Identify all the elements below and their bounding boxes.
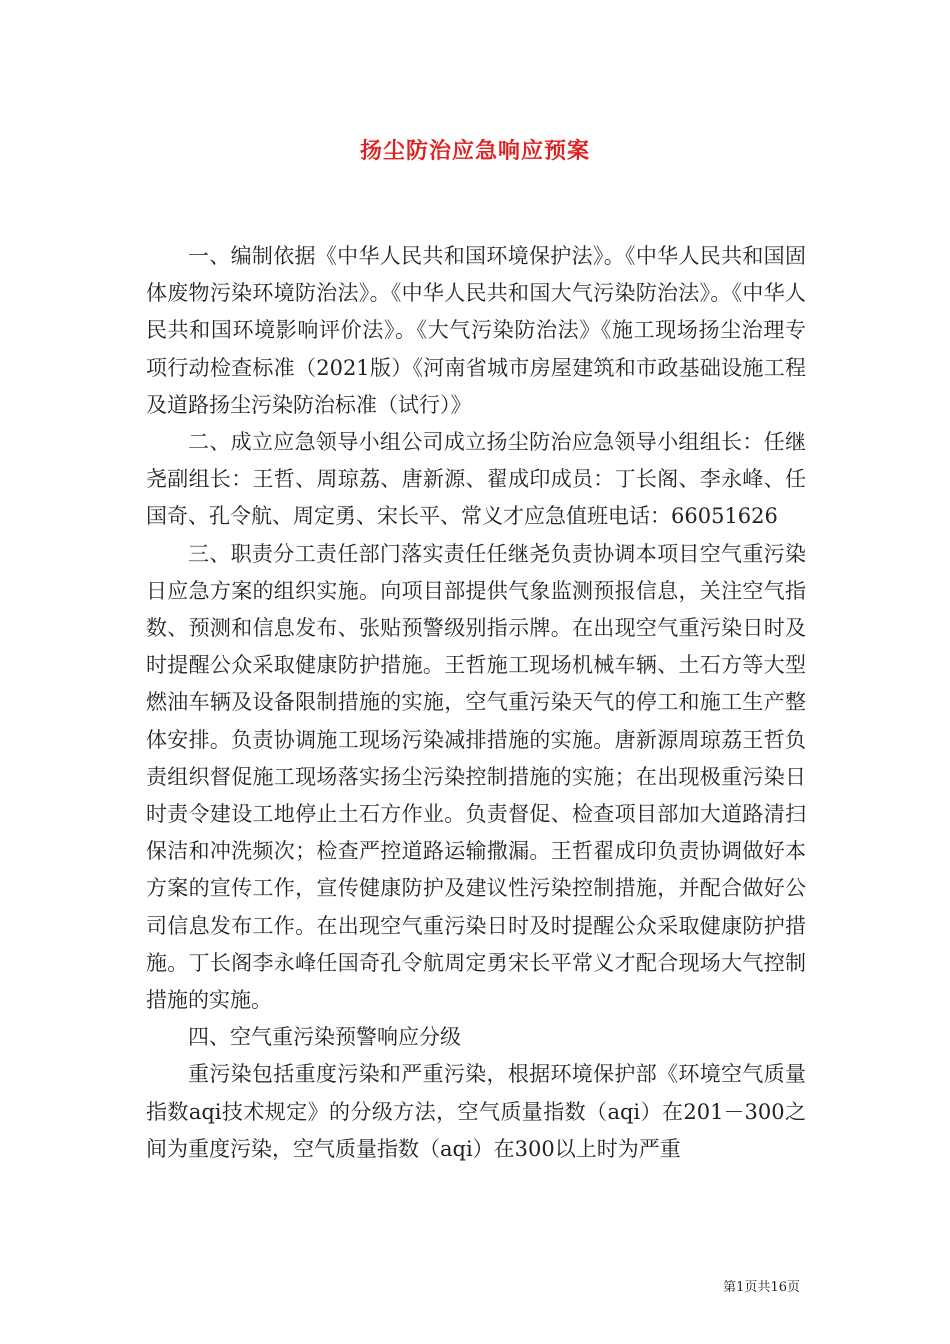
paragraph-pollution-levels: 重污染包括重度污染和严重污染，根据环境保护部《环境空气质量指数aqi技术规定》的分级方法，空气质量指数（aqi）在201－300之间为重度污染，空气质量指数（aqi）在300以上时为严重 xyxy=(146,1062,806,1161)
document-body xyxy=(146,238,806,1168)
paragraph-warning-levels-heading: 四、空气重污染预警响应分级 xyxy=(188,1025,461,1050)
paragraph-leadership-group: 二、成立应急领导小组公司成立扬尘防治应急领导小组组长：任继尧副组长：王哲、周琼荔、唐新源、翟成印成员：丁长阁、李永峰、任国奇、孔令航、周定勇、宋长平、常义才应急值班电话：66051626 xyxy=(146,430,806,529)
paragraph-basis: 一、编制依据《中华人民共和国环境保护法》。《中华人民共和国固体废物污染环境防治法》。《中华人民共和国大气污染防治法》。《中华人民共和国环境影响评价法》。《大气污染防治法》《施工现场扬尘治理专项行动检查标准（2021版）《河南省城市房屋建筑和市政基础设施工程及道路扬尘污染防治标准（试行）》 xyxy=(146,244,806,417)
page-number-footer: 第1页共16页 xyxy=(723,1280,800,1295)
paragraph-responsibilities: 三、职责分工责任部门落实责任任继尧负责协调本项目空气重污染日应急方案的组织实施。向项目部提供气象监测预报信息，关注空气指数、预测和信息发布、张贴预警级别指示牌。在出现空气重污染日时及时提醒公众采取健康防护措施。王哲施工现场机械车辆、土石方等大型燃油车辆及设备限制措施的实施，空气重污染天气的停工和施工生产整体安排。负责协调施工现场污染减排措施的实施。唐新源周琼荔王哲负责组织督促施工现场落实扬尘污染控制措施的实施；在出现极重污染日时责令建设工地停止土石方作业。负责督促、检查项目部加大道路清扫保洁和冲洗频次；检查严控道路运输撒漏。王哲翟成印负责协调做好本方案的宣传工作，宣传健康防护及建议性污染控制措施，并配合做好公司信息发布工作。在出现空气重污染日时及时提醒公众采取健康防护措施。丁长阁李永峰任国奇孔令航周定勇宋长平常义才配合现场大气控制措施的实施。 xyxy=(146,541,806,1013)
document-title: 扬尘防治应急响应预案 xyxy=(359,138,590,164)
